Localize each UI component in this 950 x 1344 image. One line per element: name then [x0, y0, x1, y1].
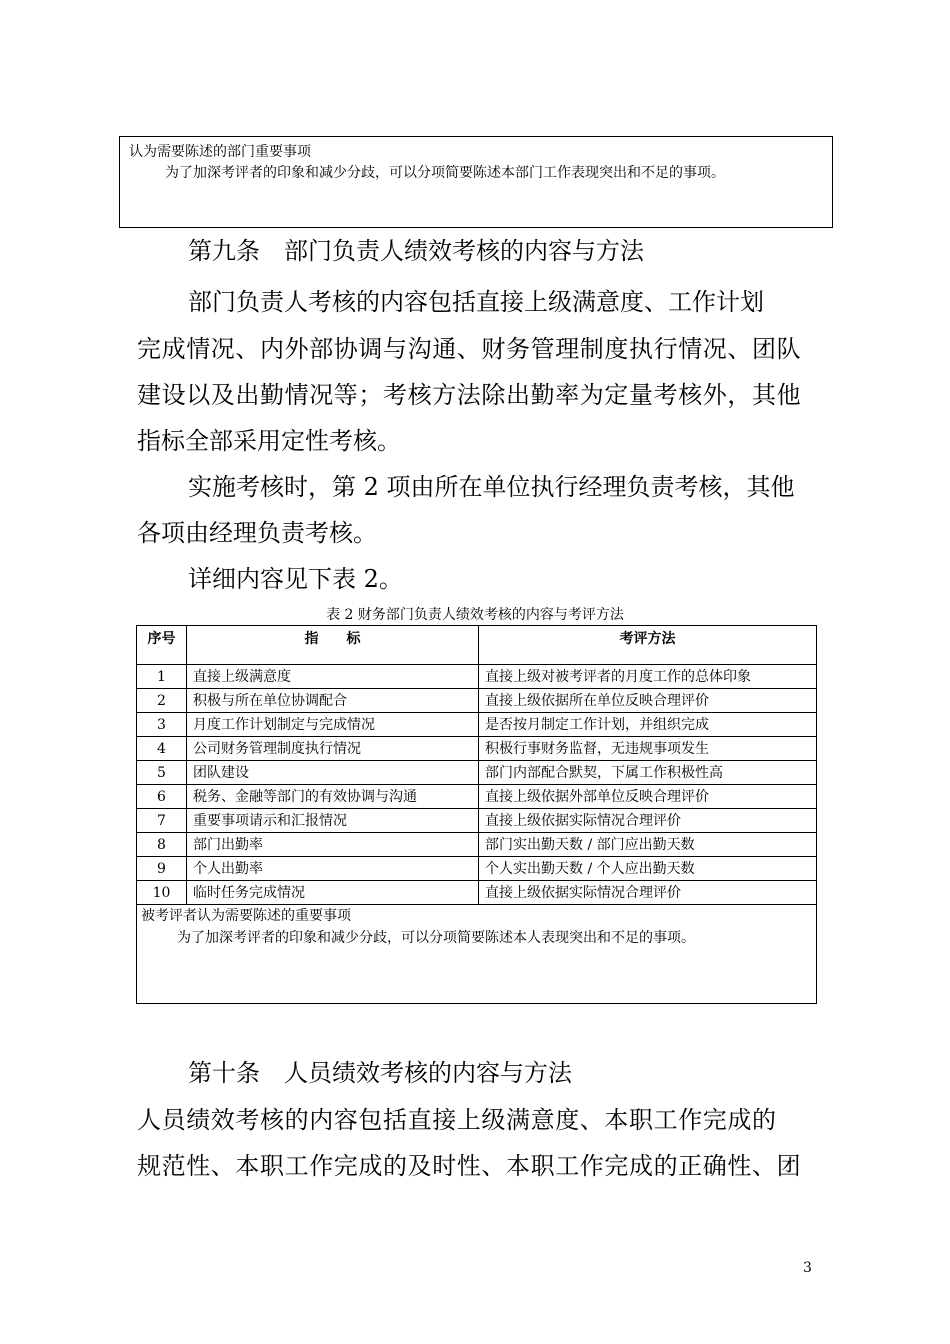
article-9-p1-line3: 建设以及出勤情况等；考核方法除出勤率为定量考核外，其他: [137, 381, 802, 409]
row-method: 是否按月制定工作计划，并组织完成: [479, 713, 817, 737]
table-row: [137, 737, 817, 761]
row-indicator: 月度工作计划制定与完成情况: [187, 713, 479, 737]
department-matters-box: [119, 136, 833, 228]
row-indicator: 重要事项请示和汇报情况: [187, 809, 479, 833]
table-caption: 表 2 财务部门负责人绩效考核的内容与考评方法: [326, 607, 624, 623]
row-no: 6: [137, 785, 187, 809]
row-no: 8: [137, 833, 187, 857]
row-method: 直接上级对被考评者的月度工作的总体印象: [479, 665, 817, 689]
table-row: [137, 833, 817, 857]
article-9-heading: 第九条 部门负责人绩效考核的内容与方法: [188, 237, 644, 265]
article-9-p1-line2: 完成情况、内外部协调与沟通、财务管理制度执行情况、团队: [137, 335, 802, 363]
row-no: 5: [137, 761, 187, 785]
table-row: [137, 713, 817, 737]
box-instruction: 为了加深考评者的印象和减少分歧，可以分项简要陈述本部门工作表现突出和不足的事项。: [165, 165, 725, 181]
row-indicator: 团队建设: [187, 761, 479, 785]
col-header-indicator: 指 标: [187, 626, 479, 665]
col-header-no: 序号: [137, 626, 187, 665]
row-indicator: 直接上级满意度: [187, 665, 479, 689]
box-title: 认为需要陈述的部门重要事项: [129, 144, 311, 160]
table-row: [137, 785, 817, 809]
article-9-p1-line4: 指标全部采用定性考核。: [137, 427, 401, 455]
row-no: 3: [137, 713, 187, 737]
row-no: 1: [137, 665, 187, 689]
row-method: 部门实出勤天数 / 部门应出勤天数: [479, 833, 817, 857]
note-instruction: 为了加深考评者的印象和减少分歧，可以分项简要陈述本人表现突出和不足的事项。: [177, 930, 695, 946]
article-10-heading: 第十条 人员绩效考核的内容与方法: [188, 1059, 572, 1087]
page-number: 3: [803, 1260, 812, 1276]
row-method: 积极行事财务监督，无违规事项发生: [479, 737, 817, 761]
row-no: 10: [137, 881, 187, 905]
row-no: 9: [137, 857, 187, 881]
table-row: [137, 689, 817, 713]
table-row: [137, 665, 817, 689]
assessment-table: [136, 625, 817, 1004]
table-note-row: [137, 905, 817, 1004]
row-method: 直接上级依据实际情况合理评价: [479, 809, 817, 833]
row-no: 4: [137, 737, 187, 761]
table-row: [137, 809, 817, 833]
article-10-p1-line2: 规范性、本职工作完成的及时性、本职工作完成的正确性、团: [137, 1152, 802, 1180]
row-indicator: 积极与所在单位协调配合: [187, 689, 479, 713]
article-9-p2-line2: 各项由经理负责考核。: [137, 519, 377, 547]
col-header-method: 考评方法: [479, 626, 817, 665]
table-row: [137, 761, 817, 785]
row-no: 7: [137, 809, 187, 833]
row-method: 直接上级依据所在单位反映合理评价: [479, 689, 817, 713]
row-method: 部门内部配合默契，下属工作积极性高: [479, 761, 817, 785]
article-9-p3: 详细内容见下表 2。: [188, 565, 403, 593]
table-row: [137, 857, 817, 881]
table-header-row: [137, 626, 817, 665]
row-indicator: 税务、金融等部门的有效协调与沟通: [187, 785, 479, 809]
article-9-p2-line1: 实施考核时，第 2 项由所在单位执行经理负责考核，其他: [188, 473, 795, 501]
note-title: 被考评者认为需要陈述的重要事项: [141, 908, 351, 924]
row-method: 直接上级依据外部单位反映合理评价: [479, 785, 817, 809]
row-indicator: 临时任务完成情况: [187, 881, 479, 905]
table-row: [137, 881, 817, 905]
row-method: 直接上级依据实际情况合理评价: [479, 881, 817, 905]
row-method: 个人实出勤天数 / 个人应出勤天数: [479, 857, 817, 881]
row-no: 2: [137, 689, 187, 713]
row-indicator: 部门出勤率: [187, 833, 479, 857]
article-9-p1-line1: 部门负责人考核的内容包括直接上级满意度、工作计划: [188, 288, 764, 316]
article-10-p1-line1: 人员绩效考核的内容包括直接上级满意度、本职工作完成的: [137, 1106, 777, 1134]
row-indicator: 公司财务管理制度执行情况: [187, 737, 479, 761]
table-note-cell: [137, 905, 817, 1004]
row-indicator: 个人出勤率: [187, 857, 479, 881]
